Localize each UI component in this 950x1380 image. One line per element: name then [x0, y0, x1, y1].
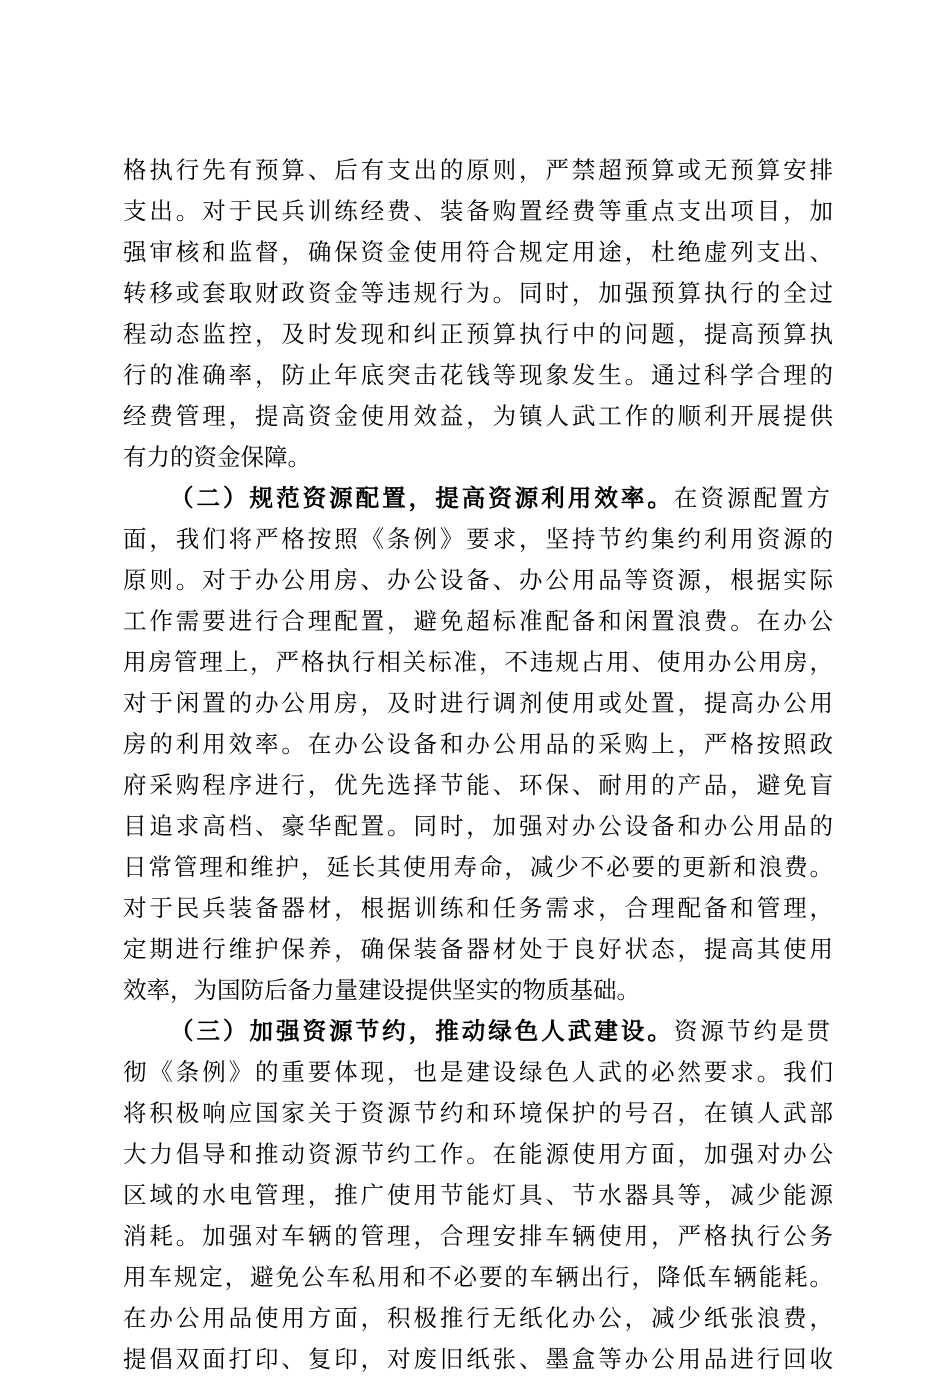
paragraph-text: 资源节约是贯 [673, 1017, 834, 1045]
text-line: 将积极响应国家关于资源节约和环境保护的号召，在镇人武部 [123, 1099, 833, 1127]
text-line: 府采购程序进行，优先选择节能、环保、耐用的产品，避免盲 [123, 771, 833, 799]
text-line: 支出。对于民兵训练经费、装备购置经费等重点支出项目，加 [123, 197, 833, 225]
text-line: 经费管理，提高资金使用效益，为镇人武工作的顺利开展提供 [123, 402, 833, 430]
text-line: 彻《条例》的重要体现，也是建设绿色人武的必然要求。我们 [123, 1058, 833, 1086]
paragraph-text: 在资源配置方 [673, 484, 834, 512]
text-line: 效率，为国防后备力量建设提供坚实的物质基础。 [123, 976, 640, 1004]
text-line: 强审核和监督，确保资金使用符合规定用途，杜绝虚列支出、 [123, 238, 833, 266]
text-line [123, 1011, 833, 1052]
text-line: 面，我们将严格按照《条例》要求，坚持节约集约利用资源的 [123, 525, 833, 553]
text-line [123, 478, 833, 519]
section-heading: （三）加强资源节约，推动绿色人武建设。 [170, 1017, 674, 1045]
text-line: 消耗。加强对车辆的管理，合理安排车辆使用，严格执行公务 [123, 1222, 833, 1250]
text-line: 定期进行维护保养，确保装备器材处于良好状态，提高其使用 [123, 935, 833, 963]
text-line: 行的准确率，防止年底突击花钱等现象发生。通过科学合理的 [123, 361, 833, 389]
text-line: 用车规定，避免公车私用和不必要的车辆出行，降低车辆能耗。 [123, 1263, 833, 1291]
text-line: 原则。对于办公用房、办公设备、办公用品等资源，根据实际 [123, 566, 833, 594]
text-line: 大力倡导和推动资源节约工作。在能源使用方面，加强对办公 [123, 1140, 833, 1168]
text-line: 格执行先有预算、后有支出的原则，严禁超预算或无预算安排 [123, 156, 833, 184]
text-line: 有力的资金保障。 [123, 443, 311, 471]
text-line: 目追求高档、豪华配置。同时，加强对办公设备和办公用品的 [123, 812, 833, 840]
text-line: 区域的水电管理，推广使用节能灯具、节水器具等，减少能源 [123, 1181, 833, 1209]
text-line: 提倡双面打印、复印，对废旧纸张、墨盒等办公用品进行回收 [123, 1345, 833, 1373]
section-heading: （二）规范资源配置，提高资源利用效率。 [170, 484, 674, 512]
text-line: 日常管理和维护，延长其使用寿命，减少不必要的更新和浪费。 [123, 853, 833, 881]
text-line: 用房管理上，严格执行相关标准，不违规占用、使用办公用房， [123, 648, 833, 676]
text-line: 工作需要进行合理配置，避免超标准配备和闲置浪费。在办公 [123, 607, 833, 635]
text-line: 对于民兵装备器材，根据训练和任务需求，合理配备和管理， [123, 894, 833, 922]
text-line: 对于闲置的办公用房，及时进行调剂使用或处置，提高办公用 [123, 689, 833, 717]
body-text [123, 150, 833, 1380]
text-line: 在办公用品使用方面，积极推行无纸化办公，减少纸张浪费， [123, 1304, 833, 1332]
text-line: 转移或套取财政资金等违规行为。同时，加强预算执行的全过 [123, 279, 833, 307]
text-line: 程动态监控，及时发现和纠正预算执行中的问题，提高预算执 [123, 320, 833, 348]
text-line: 房的利用效率。在办公设备和办公用品的采购上，严格按照政 [123, 730, 833, 758]
